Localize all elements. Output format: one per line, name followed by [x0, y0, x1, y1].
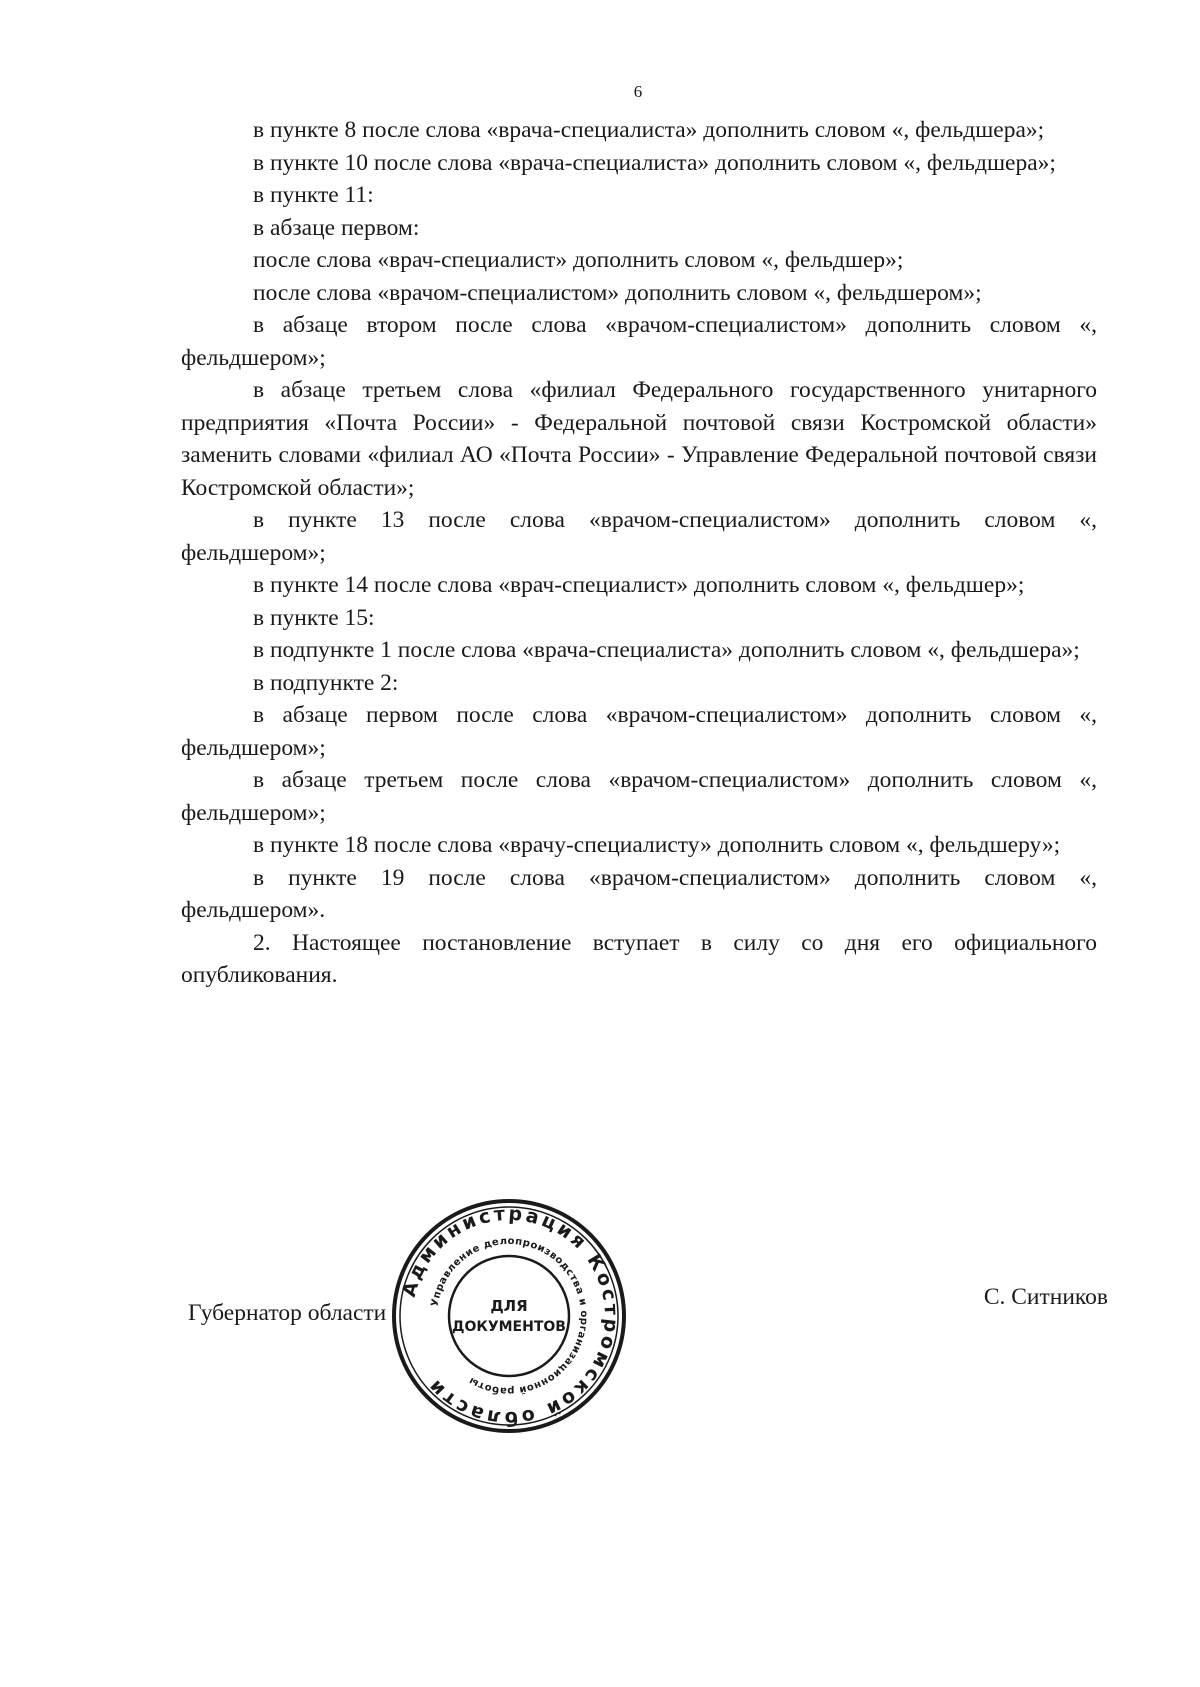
- signature-block: [188, 1280, 1108, 1340]
- svg-text:Управление делопроизводства и: [430, 1236, 589, 1396]
- paragraph: в абзаце первом после слова «врачом-специалистом» дополнить словом «, фельдшером»;: [181, 702, 1097, 761]
- paragraph: в абзаце первом:: [253, 214, 420, 241]
- paragraph: в пункте 19 после слова «врачом-специалистом» дополнить словом «, фельдшером».: [181, 864, 1097, 923]
- paragraph: после слова «врачом-специалистом» дополнить словом «, фельдшером»;: [253, 279, 982, 306]
- seal-outer-text: Администрация Костромской области: [397, 1202, 623, 1430]
- paragraph: в абзаце третьем слова «филиал Федерального государственного унитарного предприятия «Почта России» - Федеральной почтовой связи Костромской области» заменить словами «филиал АО «Почта России» - Управление Федеральной почтовой связи Костромской области»;: [181, 377, 1097, 501]
- seal-inner-text: Управление делопроизводства и организационной работы: [429, 1235, 590, 1397]
- document-body: [181, 114, 1097, 992]
- paragraph: в пункте 15:: [253, 604, 375, 631]
- paragraph: в пункте 10 после слова «врача-специалиста» дополнить словом «, фельдшера»;: [253, 149, 1056, 176]
- signature-title: Губернатор области: [188, 1300, 387, 1326]
- seal-icon: [388, 1195, 630, 1437]
- paragraph: в пункте 13 после слова «врачом-специалистом» дополнить словом «, фельдшером»;: [181, 507, 1097, 566]
- paragraph: в пункте 11:: [253, 182, 374, 208]
- signature-name: С. Ситников: [983, 1284, 1108, 1310]
- paragraph: в пункте 14 после слова «врач-специалист» дополнить словом «, фельдшер»;: [253, 572, 1025, 598]
- paragraph: в пункте 8 после слова «врача-специалиста» дополнить словом «, фельдшера»;: [253, 117, 1045, 143]
- paragraph: в абзаце третьем после слова «врачом-специалистом» дополнить словом «, фельдшером»;: [181, 767, 1097, 826]
- paragraph: в подпункте 2:: [253, 669, 399, 696]
- paragraph: в подпункте 1 после слова «врача-специалиста» дополнить словом «, фельдшера»;: [253, 637, 1080, 663]
- official-seal: [388, 1195, 630, 1437]
- paragraph: после слова «врач-специалист» дополнить словом «, фельдшер»;: [253, 247, 904, 273]
- paragraph: 2. Настоящее постановление вступает в силу со дня его официального опубликования.: [181, 929, 1097, 988]
- paragraph: в абзаце втором после слова «врачом-специалистом» дополнить словом «, фельдшером»;: [181, 312, 1097, 371]
- seal-center-line2: ДОКУМЕНТОВ: [452, 1319, 566, 1335]
- paragraph: в пункте 18 после слова «врачу-специалисту» дополнить словом «, фельдшеру»;: [253, 832, 1061, 858]
- seal-center-line1: ДЛЯ: [490, 1297, 528, 1315]
- page-number: 6: [633, 82, 643, 101]
